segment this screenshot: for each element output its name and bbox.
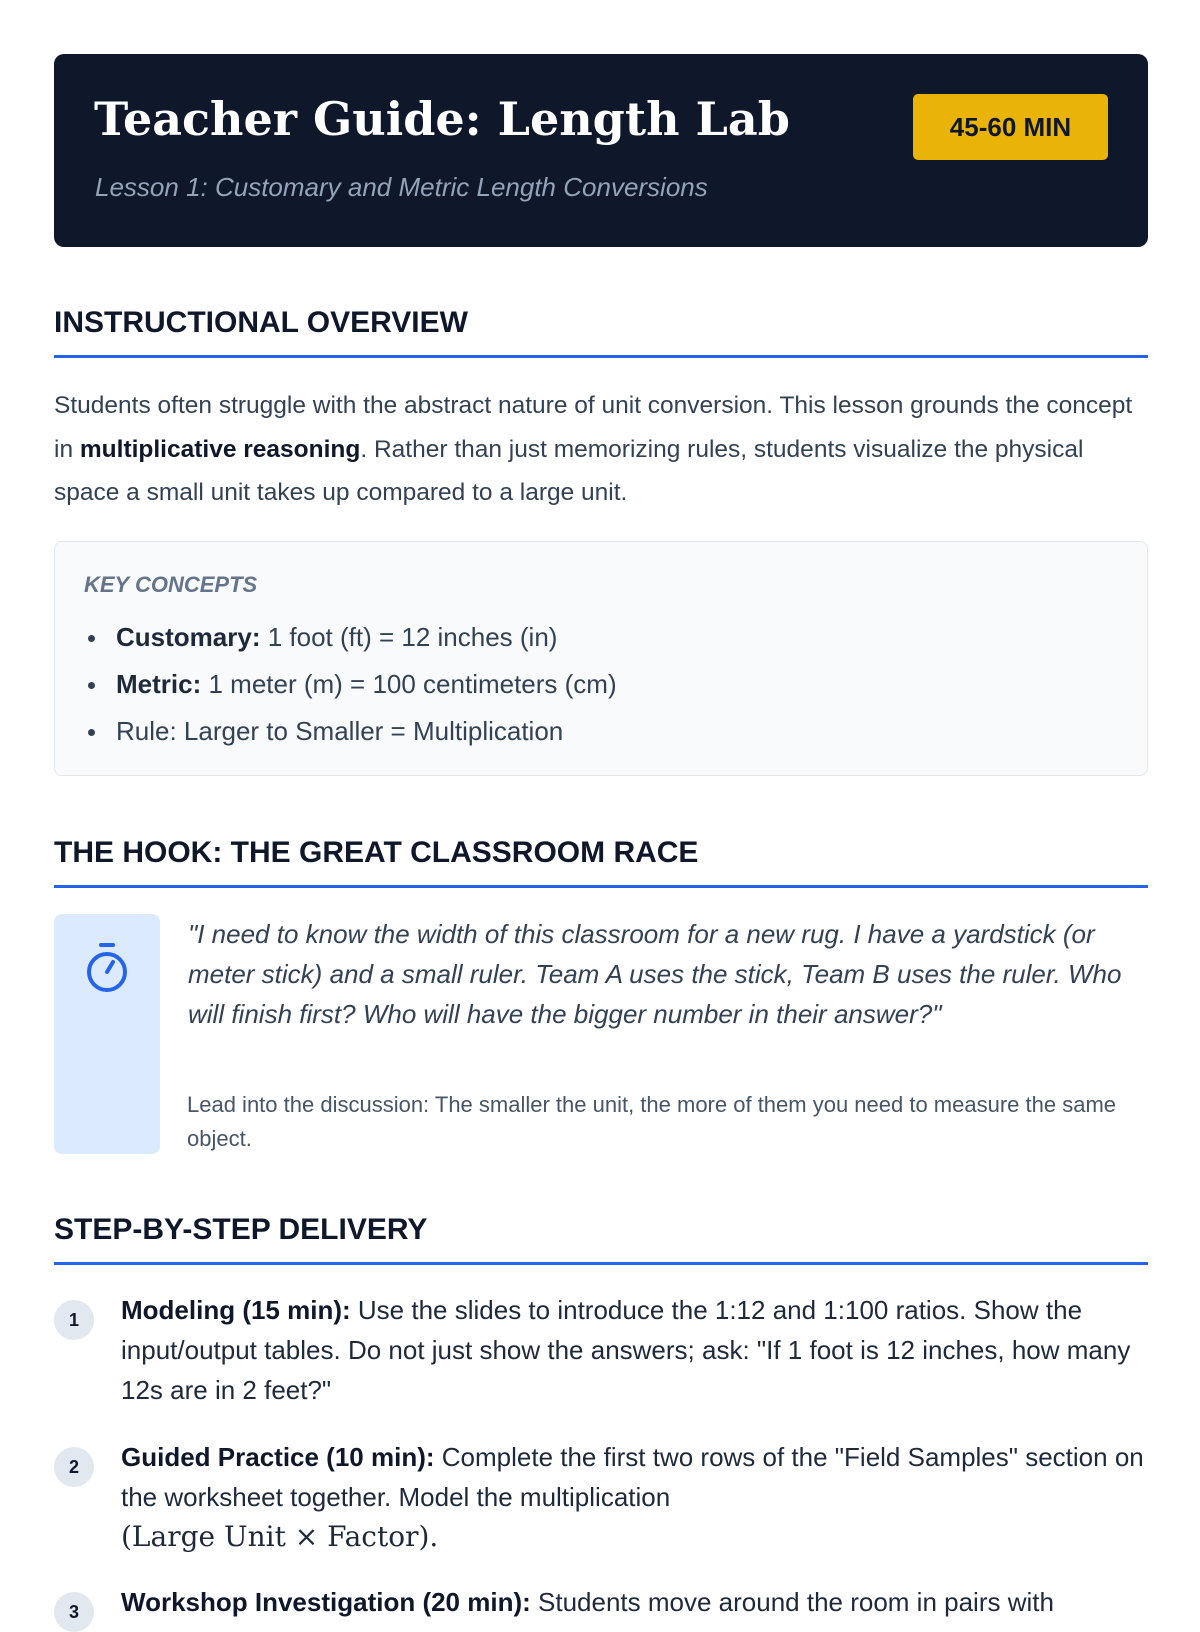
delivery-heading: STEP-BY-STEP DELIVERY: [54, 1215, 1148, 1265]
stopwatch-icon: [85, 942, 129, 994]
step-number-badge: 3: [54, 1592, 94, 1632]
lesson-subtitle: Lesson 1: Customary and Metric Length Conversions: [95, 172, 708, 202]
hook-note: Lead into the discussion: The smaller the unit, the more of them you need to measure the same object.: [187, 1092, 1117, 1151]
hook-heading: THE HOOK: THE GREAT CLASSROOM RACE: [54, 838, 1148, 888]
step-title: Workshop Investigation (20 min):: [121, 1587, 531, 1617]
step-math-expression: (Large Unit × Factor).: [121, 1520, 439, 1553]
duration-badge: 45-60 MIN: [913, 94, 1108, 160]
overview-text-end: . Rather than just memorizing rules, students visualize the physical space a small unit takes up compared to a large unit.: [54, 435, 1084, 506]
key-concepts-box: [54, 541, 1148, 776]
concept-text: Rule: Larger to Smaller = Multiplication: [116, 716, 564, 746]
step-number-badge: 1: [54, 1300, 94, 1340]
step-number-badge: 2: [54, 1447, 94, 1487]
concept-item-rule: [116, 718, 563, 744]
overview-paragraph: [54, 384, 1148, 515]
step-title: Guided Practice (10 min):: [121, 1442, 435, 1472]
step-description: [121, 1582, 1151, 1622]
step-description: [121, 1437, 1151, 1557]
page-title: Teacher Guide: Length Lab: [94, 92, 790, 146]
header-banner: [54, 54, 1148, 247]
overview-heading: INSTRUCTIONAL OVERVIEW: [54, 308, 1148, 358]
step-body: Students move around the room in pairs with: [530, 1587, 1054, 1617]
overview-text-emphasis: multiplicative reasoning: [79, 435, 361, 463]
step-description: [121, 1290, 1151, 1410]
concept-item-metric: [116, 671, 617, 697]
concept-term: Customary:: [116, 622, 261, 652]
step-title: Modeling (15 min):: [121, 1295, 351, 1325]
overview-text-start: Students often struggle with the abstract nature of unit conversion. This lesson grounds the concept in: [54, 392, 1133, 463]
concept-item-customary: [116, 624, 557, 650]
hook-quote: "I need to know the width of this classroom for a new rug. I have a yardstick (or meter stick) and a small ruler. Team A uses the stick, Team B uses the ruler. Who will finish first? Who will have the bigger number in their answer?": [188, 919, 1122, 1029]
key-concepts-label: KEY CONCEPTS: [84, 572, 258, 597]
concept-text: 1 meter (m) = 100 centimeters (cm): [201, 669, 617, 699]
hook-icon-panel: [54, 914, 160, 1154]
concept-text: 1 foot (ft) = 12 inches (in): [260, 622, 558, 652]
concept-term: Metric:: [116, 669, 202, 699]
step-body: Complete the first two rows of the "Field Samples" section on the worksheet together. Model the multiplication: [121, 1442, 1144, 1512]
step-body: Use the slides to introduce the 1:12 and 1:100 ratios. Show the input/output tables. Do not just show the answers; ask: "If 1 foot is 12 inches, how many 12s are in 2 feet?": [121, 1295, 1131, 1405]
